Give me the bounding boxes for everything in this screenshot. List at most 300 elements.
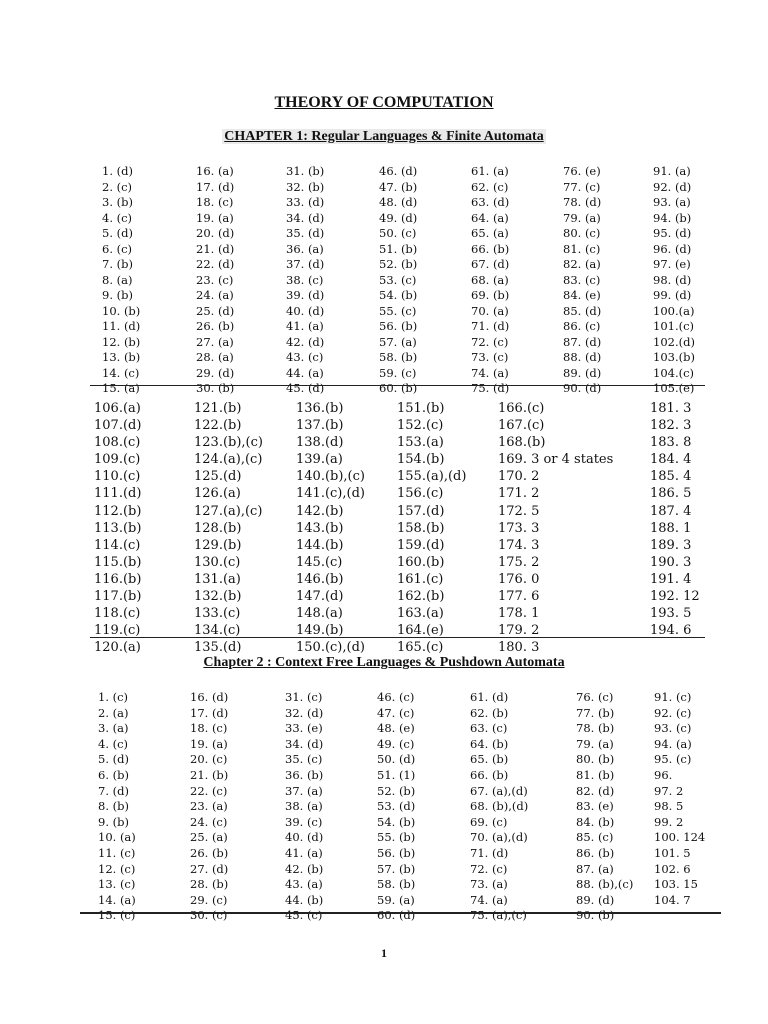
answer-item: 151.(b) [397, 401, 445, 416]
answer-item: 15. (c) [98, 908, 136, 923]
answer-item: 44. (a) [286, 365, 324, 380]
answer-column [286, 164, 324, 397]
answer-item: 139.(a) [296, 452, 343, 468]
answer-item: 12. (c) [98, 861, 136, 876]
answer-item: 79. (a) [576, 736, 614, 751]
answer-item: 58. (b) [379, 350, 418, 364]
answer-item: 70. (a),(d) [470, 830, 528, 845]
answer-item: 75. (a),(c) [470, 908, 527, 923]
answer-item: 46. (d) [379, 164, 418, 178]
chapter-2-heading [0, 655, 768, 671]
answer-item: 62. (c) [471, 179, 509, 194]
answer-column [654, 690, 705, 908]
answer-item: 58. (b) [377, 877, 416, 892]
answer-item: 99. 2 [654, 814, 684, 829]
answer-item: 127.(a),(c) [194, 503, 263, 519]
answer-item: 65. (b) [470, 752, 509, 767]
answer-item: 26. (b) [190, 845, 229, 860]
answer-item: 162.(b) [397, 589, 445, 605]
answer-item: 10. (a) [98, 830, 136, 845]
answer-item: 45. (c) [285, 908, 323, 923]
answer-item: 4. (c) [102, 210, 133, 225]
answer-item: 126.(a) [194, 486, 241, 502]
answer-item: 130.(c) [194, 554, 241, 570]
answer-item: 57. (a) [379, 334, 417, 349]
answer-item: 50. (c) [379, 226, 417, 240]
answer-item: 119.(c) [94, 623, 141, 639]
answer-item: 186. 5 [650, 486, 692, 502]
answer-item: 109.(c) [94, 452, 141, 468]
answer-item: 61. (d) [470, 690, 509, 704]
answer-column [471, 164, 509, 397]
answer-item: 41. (a) [285, 845, 323, 860]
answer-item: 6. (b) [98, 767, 129, 782]
answer-item: 37. (a) [285, 783, 323, 798]
answer-item: 169. 3 or 4 states [498, 452, 614, 468]
answer-item: 181. 3 [650, 401, 692, 416]
page-number: 1 [381, 946, 387, 960]
answer-item: 78. (d) [563, 195, 602, 209]
answer-item: 49. (d) [379, 210, 418, 225]
answer-item: 10. (b) [102, 303, 141, 318]
answer-item: 147.(d) [296, 589, 344, 605]
answer-item: 166.(c) [498, 401, 545, 416]
answer-item: 81. (c) [563, 241, 601, 256]
answer-item: 42. (b) [285, 861, 324, 876]
answer-item: 106.(a) [94, 401, 141, 416]
answer-item: 19. (a) [196, 210, 234, 225]
answer-item: 71. (d) [470, 845, 509, 860]
answer-item: 33. (e) [285, 721, 323, 736]
answer-item: 168.(b) [498, 435, 546, 451]
answer-item: 93. (a) [653, 195, 691, 209]
answer-item: 172. 5 [498, 503, 540, 519]
answer-item: 114.(c) [94, 537, 141, 553]
answer-item: 111.(d) [94, 486, 142, 502]
answer-item: 149.(b) [296, 623, 344, 639]
answer-item: 91. (c) [654, 690, 692, 704]
answer-item: 22. (c) [190, 783, 228, 798]
answer-item: 16. (d) [190, 690, 229, 704]
document-title: THEORY OF COMPUTATION [274, 94, 494, 111]
answer-item: 53. (d) [377, 799, 416, 814]
answer-item: 98. 5 [654, 799, 684, 814]
answer-item: 63. (d) [471, 195, 510, 209]
answer-item: 55. (b) [377, 830, 416, 845]
answer-item: 184. 4 [650, 452, 692, 468]
answer-item: 57. (b) [377, 861, 416, 876]
answer-item: 67. (a),(d) [470, 783, 528, 798]
answer-item: 133.(c) [194, 606, 241, 622]
answer-item: 87. (d) [563, 334, 602, 349]
answer-item: 48. (e) [377, 721, 415, 736]
answer-column [102, 164, 140, 397]
answer-item: 182. 3 [650, 418, 692, 434]
answer-item: 89. (d) [563, 365, 602, 380]
answer-item: 4. (c) [98, 736, 129, 751]
answer-item: 33. (d) [286, 195, 325, 209]
answer-item: 36. (b) [285, 767, 324, 782]
answer-item: 32. (d) [285, 705, 324, 720]
answer-item: 43. (a) [285, 877, 323, 892]
answer-item: 34. (d) [285, 736, 324, 751]
answer-item: 85. (c) [576, 830, 614, 845]
answer-item: 23. (a) [190, 799, 228, 814]
answer-item: 98. (d) [653, 272, 692, 287]
answer-item: 101. 5 [654, 845, 691, 860]
answer-item: 55. (c) [379, 303, 417, 318]
answer-item: 5. (d) [98, 752, 129, 767]
answer-item: 187. 4 [650, 503, 692, 519]
answer-item: 160.(b) [397, 554, 445, 570]
answer-item: 101.(c) [653, 319, 695, 333]
answer-item: 94. (b) [653, 210, 692, 225]
answer-item: 189. 3 [650, 537, 692, 553]
answer-item: 43. (c) [286, 350, 324, 364]
answer-item: 47. (c) [377, 705, 415, 720]
answer-item: 69. (b) [471, 288, 510, 302]
answer-item: 167.(c) [498, 418, 545, 434]
answer-item: 90. (d) [563, 381, 602, 395]
answer-item: 2. (a) [98, 705, 129, 720]
answer-item: 77. (b) [576, 705, 615, 720]
answer-item: 142.(b) [296, 503, 344, 519]
answer-item: 31. (c) [285, 690, 323, 704]
answer-item: 176. 0 [498, 571, 540, 587]
answer-item: 72. (c) [470, 861, 508, 876]
answer-item: 71. (d) [471, 319, 510, 333]
answer-item: 24. (c) [190, 814, 228, 829]
answer-item: 150.(c),(d) [296, 640, 365, 656]
answer-item: 34. (d) [286, 210, 325, 225]
answer-item: 65. (a) [471, 226, 509, 240]
answer-item: 141.(c),(d) [296, 486, 365, 502]
answer-item: 83. (c) [563, 272, 601, 287]
answer-item: 35. (c) [285, 752, 323, 767]
answer-item: 135.(d) [194, 640, 242, 656]
chapter-1-heading-text: CHAPTER 1: Regular Languages & Finite Automata [224, 129, 544, 144]
answer-item: 183. 8 [650, 435, 692, 451]
divider-line [90, 637, 705, 638]
answer-item: 54. (b) [379, 288, 418, 302]
answer-item: 48. (d) [379, 195, 418, 209]
answer-item: 52. (b) [377, 783, 416, 798]
answer-item: 171. 2 [498, 486, 540, 502]
answer-item: 97. 2 [654, 783, 684, 798]
answer-item: 79. (a) [563, 210, 601, 225]
answer-item: 30. (c) [190, 908, 228, 923]
answer-item: 180. 3 [498, 640, 540, 656]
answer-item: 28. (b) [190, 877, 229, 892]
answer-item: 191. 4 [650, 571, 692, 587]
answer-column [190, 690, 228, 924]
answer-item: 124.(a),(c) [194, 452, 263, 468]
answer-item: 148.(a) [296, 606, 343, 622]
answer-item: 1. (c) [98, 690, 129, 704]
answer-item: 85. (d) [563, 303, 602, 318]
answer-item: 12. (b) [102, 334, 141, 349]
answer-item: 36. (a) [286, 241, 324, 256]
chapter-1-heading [0, 129, 768, 145]
answer-item: 178. 1 [498, 606, 540, 622]
answer-item: 51. (b) [379, 241, 418, 256]
answer-item: 120.(a) [94, 640, 141, 656]
answer-item: 105.(e) [653, 381, 695, 395]
answer-item: 100. 124 [654, 830, 706, 845]
answer-item: 153.(a) [397, 435, 444, 451]
answer-item: 76. (c) [576, 690, 614, 704]
answer-item: 129.(b) [194, 537, 242, 553]
answer-item: 68. (b),(d) [470, 799, 529, 814]
answer-item: 86. (b) [576, 845, 615, 860]
answer-item: 49. (c) [377, 736, 415, 751]
answer-item: 122.(b) [194, 418, 242, 434]
answer-item: 15. (a) [102, 381, 140, 395]
answer-column [296, 400, 365, 656]
answer-item: 8. (b) [98, 799, 129, 814]
answer-item: 45. (d) [286, 381, 325, 395]
answer-column [397, 400, 466, 656]
answer-item: 72. (c) [471, 334, 509, 349]
answer-item: 157.(d) [397, 503, 445, 519]
answer-item: 5. (d) [102, 226, 133, 240]
answer-item: 74. (a) [471, 365, 509, 380]
answer-item: 14. (a) [98, 892, 136, 907]
answer-item: 89. (d) [576, 892, 615, 907]
answer-item: 90. (b) [576, 908, 615, 923]
answer-item: 21. (d) [196, 241, 235, 256]
answer-item: 107.(d) [94, 418, 142, 434]
answer-item: 94. (a) [654, 736, 692, 751]
answer-column [576, 690, 633, 924]
answer-item: 11. (d) [102, 319, 141, 333]
answer-item: 2. (c) [102, 179, 133, 194]
answer-item: 96. [654, 767, 673, 782]
answer-item: 155.(a),(d) [397, 469, 467, 485]
answer-item: 80. (c) [563, 226, 601, 240]
answer-item: 152.(c) [397, 418, 444, 434]
answer-column [98, 690, 136, 924]
answer-item: 91. (a) [653, 164, 691, 178]
answer-item: 179. 2 [498, 623, 540, 639]
answer-item: 26. (b) [196, 319, 235, 333]
answer-item: 185. 4 [650, 469, 692, 485]
answer-item: 92. (c) [654, 705, 692, 720]
answer-item: 32. (b) [286, 179, 325, 194]
divider-line [80, 912, 721, 914]
answer-item: 102.(d) [653, 334, 695, 349]
answer-item: 73. (a) [470, 877, 508, 892]
answer-item: 14. (c) [102, 365, 140, 380]
answer-item: 22. (d) [196, 257, 235, 271]
answer-item: 177. 6 [498, 589, 540, 605]
answer-item: 138.(d) [296, 435, 344, 451]
answer-item: 103.(b) [653, 350, 695, 364]
answer-item: 88. (b),(c) [576, 877, 634, 892]
answer-item: 78. (b) [576, 721, 615, 736]
answer-item: 95. (d) [653, 226, 692, 240]
answer-item: 64. (b) [470, 736, 509, 751]
answer-item: 134.(c) [194, 623, 241, 639]
answer-item: 11. (c) [98, 845, 136, 860]
answer-item: 28. (a) [196, 350, 234, 364]
answer-item: 104.(c) [653, 365, 695, 380]
answer-item: 27. (d) [190, 861, 229, 876]
divider-line [90, 385, 705, 386]
answer-item: 95. (c) [654, 752, 692, 767]
answer-item: 81. (b) [576, 767, 615, 782]
answer-item: 88. (d) [563, 350, 602, 364]
answer-column [563, 164, 601, 397]
answer-item: 41. (a) [286, 319, 324, 333]
answer-item: 40. (d) [285, 830, 324, 845]
answer-item: 9. (b) [102, 288, 133, 302]
answer-item: 194. 6 [650, 623, 692, 639]
answer-item: 20. (d) [196, 226, 235, 240]
answer-item: 80. (b) [576, 752, 615, 767]
answer-item: 125.(d) [194, 469, 242, 485]
answer-item: 17. (d) [196, 179, 235, 194]
answer-item: 173. 3 [498, 520, 540, 536]
answer-item: 6. (c) [102, 241, 133, 256]
answer-item: 117.(b) [94, 589, 142, 605]
answer-item: 62. (b) [470, 705, 509, 720]
answer-item: 61. (a) [471, 164, 509, 178]
answer-item: 60. (d) [377, 908, 416, 923]
answer-item: 27. (a) [196, 334, 234, 349]
answer-item: 40. (d) [286, 303, 325, 318]
answer-item: 53. (c) [379, 272, 417, 287]
answer-item: 19. (a) [190, 736, 228, 751]
answer-item: 7. (d) [98, 783, 129, 798]
answer-item: 118.(c) [94, 606, 141, 622]
answer-item: 174. 3 [498, 537, 540, 553]
answer-item: 13. (b) [102, 350, 141, 364]
answer-item: 82. (d) [576, 783, 615, 798]
answer-column [377, 690, 415, 924]
answer-item: 100.(a) [653, 303, 695, 318]
answer-item: 77. (c) [563, 179, 601, 194]
answer-item: 140.(b),(c) [296, 469, 365, 485]
answer-item: 50. (d) [377, 752, 416, 767]
answer-item: 73. (c) [471, 350, 509, 364]
answer-item: 87. (a) [576, 861, 614, 876]
answer-item: 60. (b) [379, 381, 418, 395]
answer-item: 132.(b) [194, 589, 242, 605]
answer-item: 29. (c) [190, 892, 228, 907]
answer-item: 75. (d) [471, 381, 510, 395]
answer-item: 74. (a) [470, 892, 508, 907]
answer-item: 70. (a) [471, 303, 509, 318]
answer-item: 3. (a) [98, 721, 129, 736]
answer-item: 63. (c) [470, 721, 508, 736]
answer-item: 121.(b) [194, 401, 242, 416]
answer-item: 66. (b) [471, 241, 510, 256]
answer-item: 59. (c) [379, 365, 417, 380]
answer-item: 35. (d) [286, 226, 325, 240]
answer-item: 67. (d) [471, 257, 510, 271]
answer-item: 103. 15 [654, 877, 698, 892]
answer-item: 190. 3 [650, 554, 692, 570]
answer-item: 154.(b) [397, 452, 445, 468]
answer-item: 161.(c) [397, 571, 444, 587]
answer-item: 30. (b) [196, 381, 235, 395]
answer-item: 69. (c) [470, 814, 508, 829]
answer-item: 192. 12 [650, 589, 700, 605]
answer-item: 44. (b) [285, 892, 324, 907]
answer-item: 46. (c) [377, 690, 415, 704]
answer-item: 116.(b) [94, 571, 142, 587]
answer-item: 7. (b) [102, 257, 133, 271]
answer-item: 1. (d) [102, 164, 133, 178]
answer-item: 188. 1 [650, 520, 692, 536]
answer-item: 86. (c) [563, 319, 601, 333]
answer-item: 39. (c) [285, 814, 323, 829]
answer-item: 39. (d) [286, 288, 325, 302]
answer-item: 20. (c) [190, 752, 228, 767]
answer-item: 96. (d) [653, 241, 692, 256]
answer-item: 158.(b) [397, 520, 445, 536]
answer-item: 104. 7 [654, 892, 691, 907]
answer-item: 29. (d) [196, 365, 235, 380]
answer-item: 115.(b) [94, 554, 142, 570]
answer-item: 31. (b) [286, 164, 325, 178]
answer-item: 175. 2 [498, 554, 540, 570]
answer-item: 99. (d) [653, 288, 692, 302]
answer-item: 64. (a) [471, 210, 509, 225]
answer-column [194, 400, 263, 656]
answer-column [653, 164, 695, 397]
answer-item: 56. (b) [377, 845, 416, 860]
answer-item: 156.(c) [397, 486, 444, 502]
answer-item: 108.(c) [94, 435, 141, 451]
answer-item: 52. (b) [379, 257, 418, 271]
chapter-2-heading-text: Chapter 2 : Context Free Languages & Pushdown Automata [203, 655, 565, 670]
answer-item: 163.(a) [397, 606, 444, 622]
answer-item: 17. (d) [190, 705, 229, 720]
answer-item: 110.(c) [94, 469, 141, 485]
answer-column [650, 400, 700, 639]
answer-item: 131.(a) [194, 571, 241, 587]
answer-item: 8. (a) [102, 272, 133, 287]
answer-item: 165.(c) [397, 640, 444, 656]
answer-item: 9. (b) [98, 814, 129, 829]
answer-item: 128.(b) [194, 520, 242, 536]
answer-item: 23. (c) [196, 272, 234, 287]
answer-item: 84. (b) [576, 814, 615, 829]
answer-item: 164.(e) [397, 623, 444, 639]
answer-item: 112.(b) [94, 503, 142, 519]
answer-item: 16. (a) [196, 164, 234, 178]
answer-item: 38. (c) [286, 272, 324, 287]
answer-item: 137.(b) [296, 418, 344, 434]
answer-item: 113.(b) [94, 520, 142, 536]
answer-item: 143.(b) [296, 520, 344, 536]
answer-column [470, 690, 528, 924]
answer-item: 159.(d) [397, 537, 445, 553]
answer-item: 193. 5 [650, 606, 692, 622]
answer-item: 25. (d) [196, 303, 235, 318]
answer-item: 144.(b) [296, 537, 344, 553]
answer-item: 25. (a) [190, 830, 228, 845]
answer-item: 24. (a) [196, 288, 234, 302]
answer-item: 66. (b) [470, 767, 509, 782]
answer-item: 102. 6 [654, 861, 691, 876]
answer-item: 84. (e) [563, 288, 601, 302]
answer-item: 170. 2 [498, 469, 540, 485]
answer-column [196, 164, 234, 397]
answer-item: 18. (c) [190, 721, 228, 736]
